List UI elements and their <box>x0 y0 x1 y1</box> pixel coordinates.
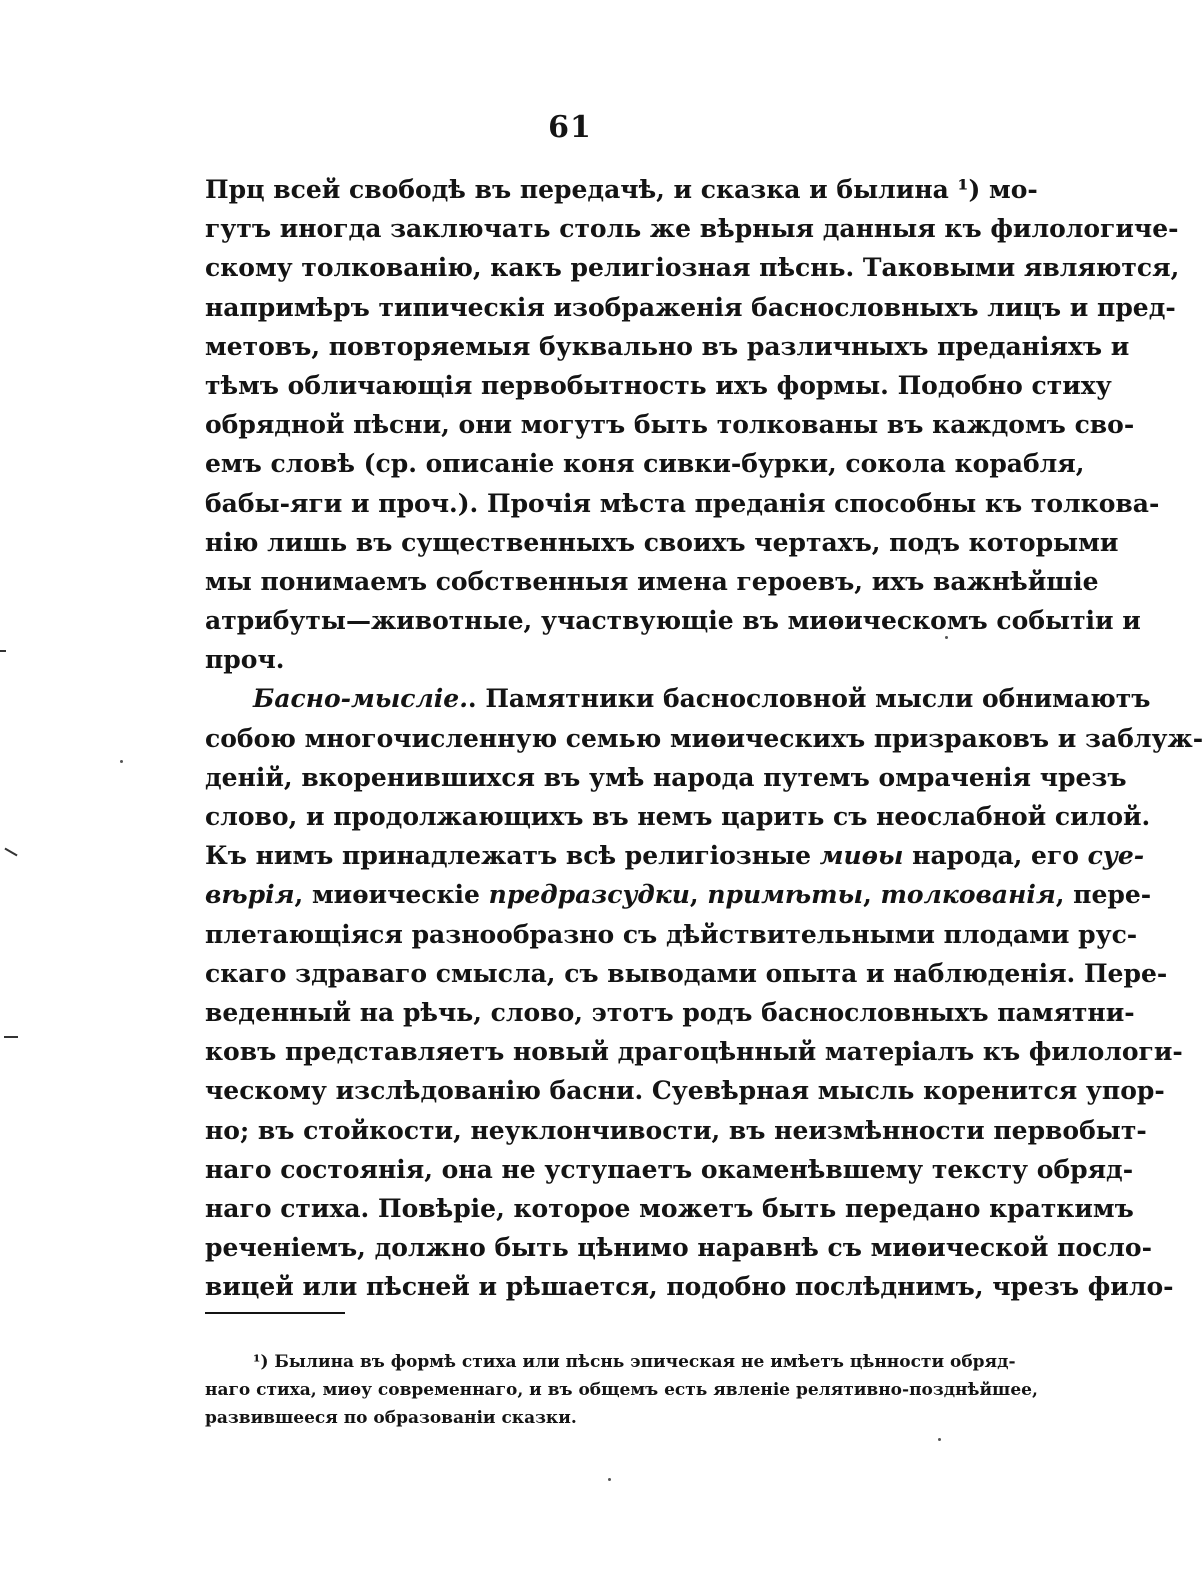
text-line: скому толкованію, какъ религіозная пѣснь. Таковыми являются, <box>205 253 1180 283</box>
text-line: напримѣръ типическія изображенія баснословныхъ лицъ и пред- <box>205 292 1176 322</box>
scan-speck <box>938 1438 941 1441</box>
scan-speck <box>945 636 948 639</box>
text-line: обрядной пѣсни, они могутъ быть толкованы въ каждомъ сво- <box>205 410 1135 440</box>
emphasis: миѳы <box>819 841 904 871</box>
text-line: гутъ иногда заключать столь же вѣрныя данныя къ филологиче- <box>205 214 1179 244</box>
body-text <box>205 170 1203 1306</box>
emphasis: предразсудки <box>488 880 690 910</box>
text-line: емъ словѣ (ср. описаніе коня сивки-бурки, сокола корабля, <box>205 449 1085 479</box>
text-line: плетающіяся разнообразно съ дѣйствительными плодами рус- <box>205 919 1138 949</box>
text-line: метовъ, повторяемыя буквально въ различныхъ преданіяхъ и <box>205 331 1130 361</box>
text-line: вѣрія, миѳическіе предразсудки, примѣты, толкованія, пере- <box>205 880 1152 910</box>
scan-speck <box>608 1478 611 1481</box>
text-line: реченіемъ, должно быть цѣнимо наравнѣ съ миѳической посло- <box>205 1233 1152 1263</box>
text-line: тѣмъ обличающія первобытность ихъ формы. Подобно стиху <box>205 370 1112 400</box>
text-line: деній, вкоренившихся въ умѣ народа путемъ омраченія чрезъ <box>205 762 1127 792</box>
text-line: но; въ стойкости, неуклончивости, въ неизмѣнности первобыт- <box>205 1115 1147 1145</box>
text-line: веденный на рѣчь, слово, этотъ родъ баснословныхъ памятни- <box>205 997 1135 1027</box>
text-line: Къ нимъ принадлежатъ всѣ религіозные миѳы народа, его суе- <box>205 841 1145 871</box>
text-line: нію лишь въ существенныхъ своихъ чертахъ, подъ которыми <box>205 527 1119 557</box>
text-line: вицей или пѣсней и рѣшается, подобно послѣднимъ, чрезъ фило- <box>205 1272 1174 1302</box>
text-line: скаго здраваго смысла, съ выводами опыта и наблюденія. Пере- <box>205 958 1168 988</box>
text-line: собою многочисленную семью миѳическихъ призраковъ и заблуж- <box>205 723 1203 753</box>
text-line: мы понимаемъ собственныя имена героевъ, ихъ важнѣйшіе <box>205 566 1099 596</box>
text-line: ковъ представляетъ новый драгоцѣнный матеріалъ къ филологи- <box>205 1037 1183 1067</box>
text-line: Прц всей свободѣ въ передачѣ, и сказка и былина ¹) мо- <box>205 175 1038 204</box>
footnote-divider <box>205 1312 345 1314</box>
emphasis: вѣрія <box>205 880 295 910</box>
text-line: ческому изслѣдованію басни. Суевѣрная мысль коренится упор- <box>205 1076 1165 1106</box>
scan-artifact <box>4 1036 18 1038</box>
page-number: 61 <box>548 110 592 145</box>
text-line: бабы-яги и проч.). Прочія мѣста преданія способны къ толкова- <box>205 488 1160 518</box>
footnote <box>205 1348 1038 1432</box>
scan-artifact <box>4 848 17 857</box>
scan-speck <box>120 760 123 763</box>
footnote-line: ¹) Былина въ формѣ стиха или пѣснь эпическая не имѣетъ цѣнности обряд- <box>253 1352 1016 1372</box>
text-line: слово, и продолжающихъ въ немъ царить съ неослабной силой. <box>205 802 1151 831</box>
emphasis: суе- <box>1087 841 1145 871</box>
footnote-line: развившееся по образованіи сказки. <box>205 1408 577 1428</box>
footnote-line: наго стиха, миѳу современнаго, и въ общемъ есть явленіе релятивно-позднѣйшее, <box>205 1380 1038 1400</box>
text-line: наго состоянія, она не уступаетъ окаменѣвшему тексту обряд- <box>205 1154 1134 1184</box>
text-line: атрибуты—животные, участвующіе въ миѳическомъ событіи и <box>205 606 1141 636</box>
scan-artifact <box>0 650 6 652</box>
emphasis: толкованія <box>880 880 1056 910</box>
section-heading: Басно-мысліе. <box>253 684 468 714</box>
text-line: наго стиха. Повѣріе, которое можетъ быть передано краткимъ <box>205 1193 1134 1223</box>
emphasis: примѣты <box>707 880 864 910</box>
text-line: проч. <box>205 645 285 675</box>
text-line: Басно-мысліе.. Памятники баснословной мысли обнимаютъ <box>253 684 1151 714</box>
